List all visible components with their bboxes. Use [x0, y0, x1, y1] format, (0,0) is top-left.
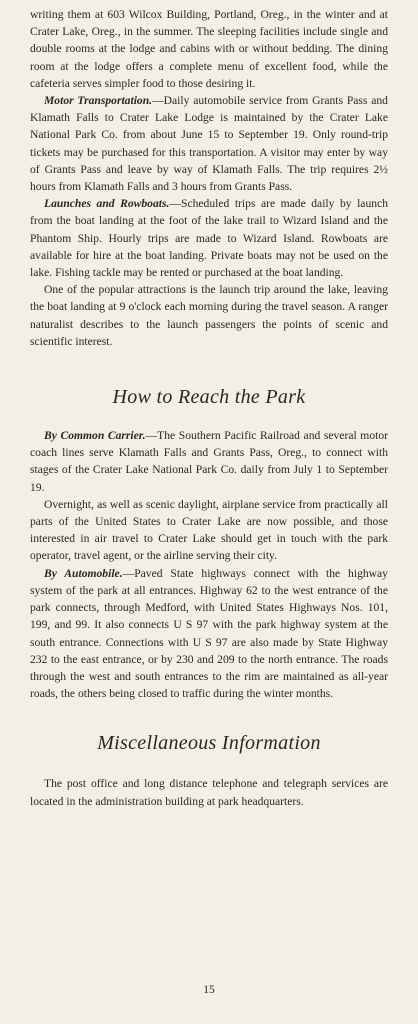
paragraph-post-office: The post office and long distance telephone and telegraph services are located in the administration building at park headquarters. [30, 777, 388, 808]
run-in-heading-common-carrier: By Common Carrier. [44, 429, 146, 443]
paragraph-air-service: Overnight, as well as scenic daylight, airplane service from practically all parts of the United States to Crater Lake are now possible, and those interested in air travel to Crater Lake should get in touch with the park operator, travel agent, or the airline serving their city. [30, 497, 388, 563]
paragraph-launches-rowboats [30, 195, 388, 281]
paragraph-body: —Daily automobile service from Grants Pass and Klamath Falls to Crater Lake Lodge is maintained by the Crater Lake National Park Co. from about June 15 to September 19. Only round-trip tickets may be purchased for this transportation. A visitor may enter by way of Grants Pass and leave by way of Klamath Falls. The trip requires 2½ hours from Klamath Falls and 3 hours from Grants Pass. [30, 94, 388, 194]
paragraph-body: —Paved State highways connect with the highway system of the park at all entrances. Highway 62 to the west entrance of the park connects, through Medford, with United States Highways Nos. 101, 199, and 99. It also connects U S 97 with the park highway system at the south entrance. Connections with U S 97 are also made by State Highway 232 to the east entrance, or by 230 and 209 to the north entrance. The roads through the west and south entrances to the rim are maintained as all-year roads, the others being closed to traffic during the winter months. [30, 566, 388, 701]
paragraph-body: —The Southern Pacific Railroad and several motor coach lines serve Klamath Falls and Grants Pass, Oreg., to connect with stages of the Crater Lake National Park Co. daily from July 1 to September 19. [30, 429, 388, 494]
paragraph-common-carrier [30, 427, 388, 496]
run-in-heading-motor-transportation: Motor Transportation. [44, 94, 153, 108]
paragraph-automobile [30, 565, 388, 703]
page-number: 15 [203, 984, 215, 996]
run-in-heading-automobile: By Automobile. [44, 566, 123, 580]
paragraph-launch-trip: One of the popular attractions is the launch trip around the lake, leaving the boat landing at 9 o'clock each morning during the travel season. A ranger naturalist describes to the launch passengers the points of scenic and scientific interest. [30, 283, 388, 348]
paragraph-lodge-accommodations: writing them at 603 Wilcox Building, Portland, Oreg., in the winter and at Crater Lake, Oreg., in the summer. The sleeping facilities include single and double rooms at the lodge and cabins with or without bedding. The dining room at the lodge offers a complete menu of excellent food, while the cafeteria serves simpler food to those desiring it. [30, 8, 388, 90]
run-in-heading-launches-rowboats: Launches and Rowboats. [44, 197, 170, 211]
paragraph-body: —Scheduled trips are made daily by launch from the boat landing at the foot of the lake trail to Wizard Island and the Phantom Ship. Hourly trips are made to Wizard Island. Rowboats are available for hire at the boat landing. Private boats may not be used on the lake. Fishing tackle may be rented or purchased at the boat landing. [30, 197, 388, 280]
section-heading-how-to-reach: How to Reach the Park [112, 386, 306, 409]
section-heading-miscellaneous: Miscellaneous Information [97, 732, 321, 755]
paragraph-motor-transportation [30, 92, 388, 195]
